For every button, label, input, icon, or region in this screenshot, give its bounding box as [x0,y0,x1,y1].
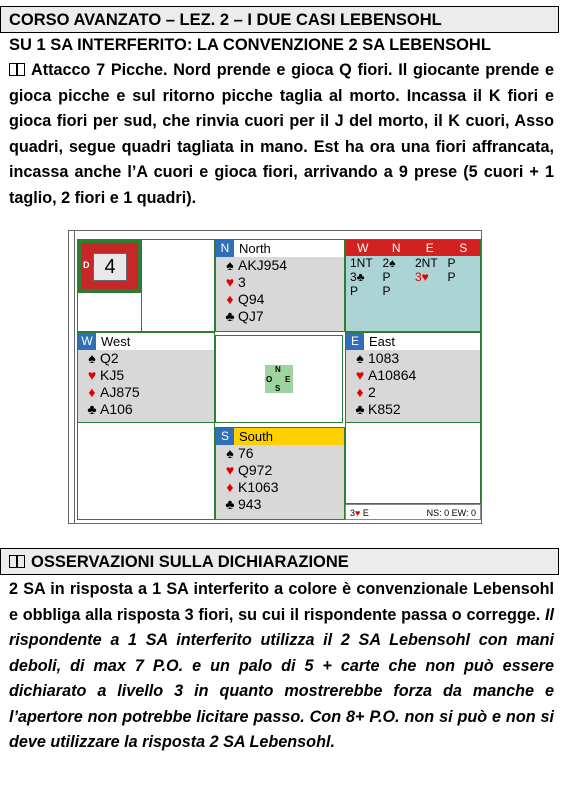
contract-level: 3 [350,508,356,518]
club-icon: ♣ [355,401,365,417]
south-hand [215,427,345,520]
heart-icon: ♥ [355,367,365,383]
bid-row [350,270,480,284]
bid: P [382,284,391,298]
north-hand [215,239,345,332]
bidding-table [345,239,481,332]
contract-declarer: E [362,508,369,518]
book-icon [9,63,25,76]
south-clubs: 943 [238,496,262,512]
east-name: East [369,334,396,349]
section-title-text: OSSERVAZIONI SULLA DICHIARAZIONE [31,553,349,571]
corner-sw [77,423,215,520]
south-dir: S [216,428,234,445]
east-hearts: A10864 [368,367,417,383]
heart-icon: ♥ [225,274,235,290]
north-dir: N [216,240,234,257]
corner-nw [142,239,215,332]
diamond-icon: ♦ [226,479,234,495]
compass-icon [265,365,293,393]
observations-normal: 2 SA in risposta a 1 SA interferito a colore è convenzionale Lebensohl e obbliga alla risposta 3 fiori, su cui il rispondente passa o corregge. [9,580,554,624]
bid: 2♠ [382,256,396,270]
east-hand [345,332,481,423]
club-icon: ♣ [225,496,235,512]
observations-italic: Il rispondente a 1 SA interferito utilizza il 2 SA Lebensohl con mani deboli, di max 7 P.O. e un palo di 5 + carte che non può essere dichiarato a livello 3 in quanto mostrerebbe forza da manche e l’apertore non potrebbe licitare passo. Con 8+ P.O. non si può e non si deve utilizzare la risposta 2 SA Lebensohl. [9,605,554,751]
south-hearts: Q972 [238,462,273,478]
bid-col-e: E [425,241,434,255]
bid: P [447,270,456,284]
bid: P [382,270,391,284]
south-spades: 76 [238,445,254,461]
east-dir: E [346,333,364,350]
club-icon: ♣ [87,401,97,417]
bid: P [350,284,359,298]
heart-icon: ♥ [87,367,97,383]
club-icon: ♣ [225,308,235,324]
corner-se [345,423,481,504]
bid-col-n: N [391,241,401,255]
intro-paragraph [9,58,554,211]
bid: 1NT [350,256,373,270]
contract [350,505,369,519]
bid-col-w: W [357,241,369,255]
east-spades: 1083 [368,350,400,366]
north-clubs: QJ7 [238,308,264,324]
north-diamonds: Q94 [238,291,265,307]
bid-row [350,284,480,298]
lesson-subtitle: SU 1 SA INTERFERITO: LA CONVENZIONE 2 SA LEBENSOHL [9,36,491,54]
west-clubs: A106 [100,401,133,417]
bid-col-s: S [459,241,468,255]
compass-center [215,335,343,423]
book-icon [9,555,25,568]
east-diamonds: 2 [368,384,376,400]
dealer-marker: D [83,260,90,270]
bridge-board [68,230,482,524]
bid [448,284,481,298]
bid: 2NT [415,256,438,270]
north-hearts: 3 [238,274,246,290]
compass-e: E [285,375,291,384]
west-hand [77,332,215,423]
board-left-line [74,231,75,523]
heart-icon: ♥ [225,462,235,478]
diamond-icon: ♦ [226,291,234,307]
intro-text: Attacco 7 Picche. Nord prende e gioca Q fiori. Il giocante prende e gioca picche e sul ritorno picche taglia al morto. Incassa il K fiori e gioca fiori per sud, che rinvia cuori per il J del morto, il K cuori, Asso quadri, segue quadri tagliata in mano. Est ha ora una fiori affrancata, incassa anche l’A cuori e gioca fiori, arrivando a 9 prese (5 cuori + 1 taglio, 2 fiori e 1 quadri). [9,61,554,207]
north-name: North [239,241,271,256]
lesson-title: CORSO AVANZATO – LEZ. 2 – I DUE CASI LEBENSOHL [0,6,559,33]
spade-icon: ♠ [226,257,234,273]
corner-nw-bottom [77,293,142,332]
bid-row [350,256,480,270]
west-hearts: KJ5 [100,367,125,383]
bid [415,284,448,298]
board-number: 4 [93,253,127,281]
west-diamonds: AJ875 [100,384,140,400]
compass-n: N [275,365,281,374]
observations-paragraph [9,577,554,756]
south-name: South [239,429,273,444]
north-spades: AKJ954 [238,257,288,273]
east-clubs: K852 [368,401,401,417]
bid: 3♣ [350,270,365,284]
west-spades: Q2 [100,350,119,366]
bidding-header [346,240,480,256]
spade-icon: ♠ [88,350,96,366]
spade-icon: ♠ [226,445,234,461]
board-number-box [77,239,142,293]
diamond-icon: ♦ [88,384,96,400]
spade-icon: ♠ [356,350,364,366]
compass-w: O [266,375,273,384]
bid: P [447,256,456,270]
bid: 3♥ [415,270,429,284]
board-footer [345,504,481,520]
west-name: West [101,334,131,349]
score: NS: 0 EW: 0 [426,508,476,518]
west-dir: W [78,333,96,350]
diamond-icon: ♦ [356,384,364,400]
section-title [0,548,559,575]
heart-icon: ♥ [355,508,361,518]
compass-s: S [275,384,281,393]
south-diamonds: K1063 [238,479,279,495]
